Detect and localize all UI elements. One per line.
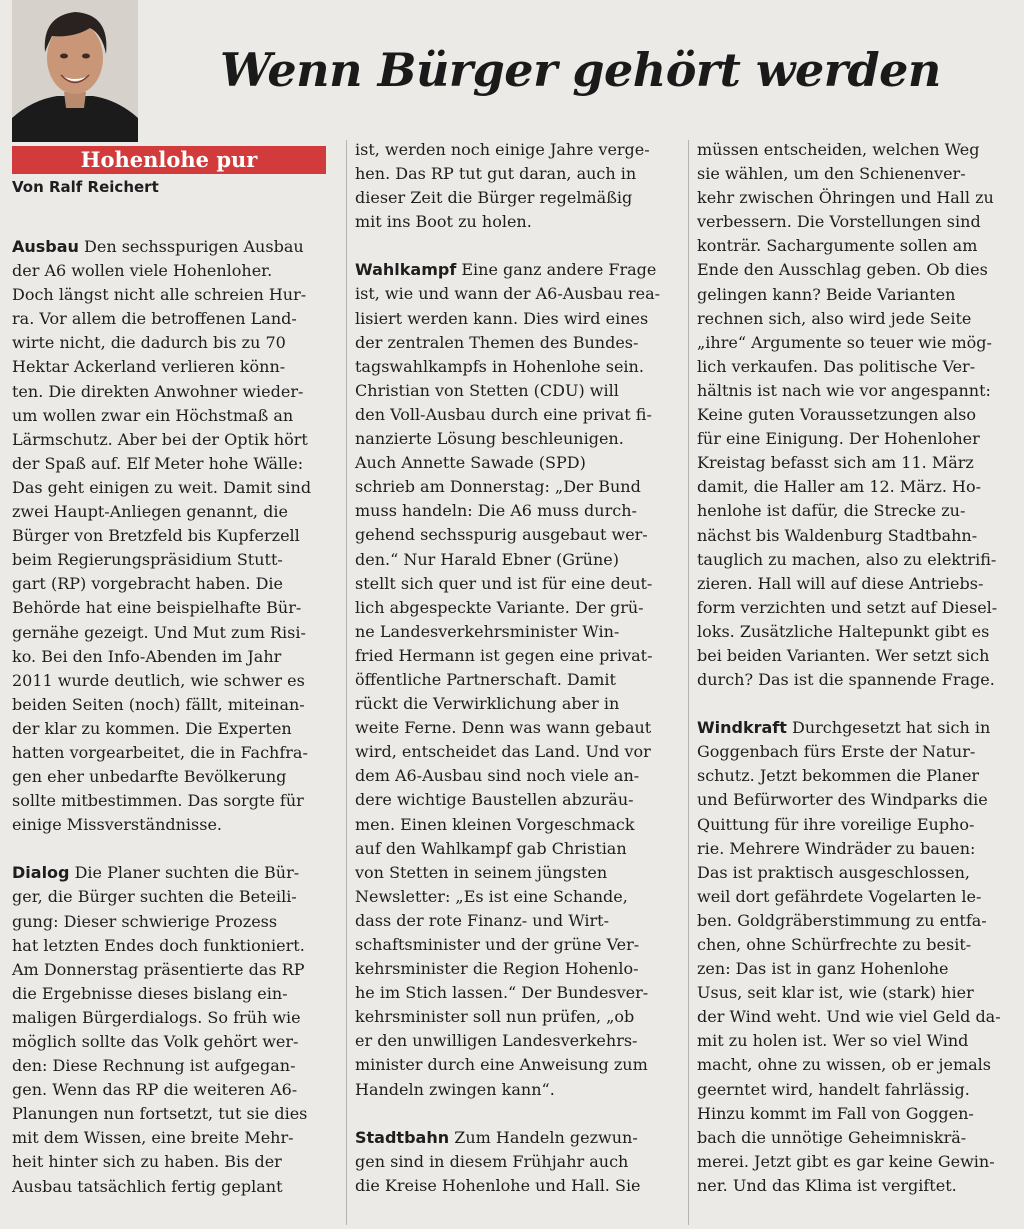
text-line-content: Auch Annette Sawade (SPD) (355, 453, 586, 473)
article-section (355, 1126, 685, 1198)
text-line (355, 788, 685, 812)
text-line-content: dere wichtige Baustellen abzuräu- (355, 790, 634, 810)
text-line-content: zwei Haupt-Anliegen genannt, die (12, 502, 288, 522)
text-line (12, 572, 342, 596)
text-line (12, 404, 342, 428)
article-section (355, 138, 685, 234)
text-line (697, 716, 1017, 740)
text-line-content: wird, entscheidet das Land. Und vor (355, 742, 651, 762)
text-line-content: chen, ohne Schürfrechte zu besit- (697, 935, 972, 954)
text-line (355, 451, 685, 475)
text-line (697, 475, 1017, 499)
text-line-content: Behörde hat eine beispielhafte Bür- (12, 598, 302, 618)
text-line-content: henlohe ist dafür, die Strecke zu- (697, 501, 966, 521)
text-line (355, 162, 685, 186)
text-line-content: lich verkaufen. Das politische Ver- (697, 356, 976, 376)
article-section (12, 235, 342, 837)
text-line (697, 981, 1017, 1005)
text-line (697, 283, 1017, 307)
text-line (355, 909, 685, 933)
text-line (12, 331, 342, 355)
text-line (697, 524, 1017, 548)
text-line (697, 138, 1017, 162)
text-line-content: gehend sechsspurig ausgebaut wer- (355, 525, 648, 545)
text-line-content: 2011 wurde deutlich, wie schwer es (12, 670, 305, 690)
text-line-content: gelingen kann? Beide Varianten (697, 284, 956, 304)
text-line (355, 1078, 685, 1102)
text-line-content: ner. Und das Klima ist vergiftet. (697, 1175, 957, 1195)
text-line-content: durch? Das ist die spannende Frage. (697, 670, 995, 690)
text-line (697, 572, 1017, 596)
text-line (12, 958, 342, 982)
text-line-content: verbessern. Die Vorstellungen sind (697, 212, 981, 232)
column-divider (688, 140, 689, 1225)
text-line-content: den: Diese Rechnung ist aufgegan- (12, 1056, 296, 1076)
text-line (12, 428, 342, 452)
text-line-content: Doch längst nicht alle schreien Hur- (12, 285, 307, 305)
text-line-content: zieren. Hall will auf diese Antriebs- (697, 573, 984, 593)
text-line (697, 788, 1017, 812)
text-line-content: schrieb am Donnerstag: „Der Bund (355, 477, 641, 497)
text-line-content: Usus, seit klar ist, wie (stark) hier (697, 983, 974, 1003)
text-line-content: kehrsminister soll nun prüfen, „ob (355, 1007, 635, 1027)
text-line (355, 740, 685, 764)
text-line (12, 1030, 342, 1054)
text-line (355, 475, 685, 499)
text-line (12, 1006, 342, 1030)
text-line-content: Quittung für ihre voreilige Eupho- (697, 814, 975, 834)
text-line (697, 620, 1017, 644)
text-line-content: schaftsminister und der grüne Ver- (355, 935, 640, 954)
text-line (12, 910, 342, 934)
text-line-content: merei. Jetzt gibt es gar keine Gewin- (697, 1151, 995, 1171)
text-line (355, 523, 685, 547)
text-line-content: ra. Vor allem die betroffenen Land- (12, 309, 297, 329)
text-line-content: der A6 wollen viele Hohenloher. (12, 261, 273, 281)
text-line (355, 1174, 685, 1198)
text-line (697, 331, 1017, 355)
text-line (12, 283, 342, 307)
text-line-content: rückt die Verwirklichung aber in (355, 694, 620, 714)
text-line-content: einige Missverständnisse. (12, 815, 223, 835)
text-line-content: maligen Bürgerdialogs. So früh wie (12, 1007, 301, 1027)
text-line (355, 1150, 685, 1174)
text-line-content: Bürger von Bretzfeld bis Kupferzell (12, 526, 300, 546)
section-lead: Stadtbahn (355, 1127, 450, 1147)
text-line-content: beiden Seiten (noch) fällt, miteinan- (12, 694, 305, 714)
text-line (355, 1005, 685, 1029)
text-line-content: um wollen zwar ein Höchstmaß an (12, 405, 294, 425)
text-line-content: stellt sich quer und ist für eine deut- (355, 573, 653, 593)
section-lead: Dialog (12, 863, 70, 883)
text-line-content: gung: Dieser schwierige Prozess (12, 911, 278, 931)
text-line (697, 210, 1017, 234)
text-line (12, 789, 342, 813)
text-line-content: der klar zu kommen. Die Experten (12, 718, 292, 738)
text-line (697, 1078, 1017, 1102)
text-line-content: Durchgesetzt hat sich in (792, 718, 991, 738)
text-line (355, 138, 685, 162)
text-line-content: zen: Das ist in ganz Hohenlohe (697, 959, 949, 979)
text-line (355, 282, 685, 306)
text-line (12, 307, 342, 331)
text-line (355, 813, 685, 837)
text-line (355, 1126, 685, 1150)
text-line-content: weil dort gefährdete Vogelarten le- (697, 886, 982, 906)
text-column-1 (12, 235, 342, 1199)
text-line (697, 644, 1017, 668)
text-line (355, 596, 685, 620)
text-line-content: rechnen sich, also wird jede Seite (697, 308, 972, 328)
text-line (12, 645, 342, 669)
text-line (697, 186, 1017, 210)
text-line-content: Die Planer suchten die Bür- (74, 863, 300, 883)
text-line (12, 452, 342, 476)
text-line-content: lisiert werden kann. Dies wird eines (355, 308, 649, 328)
column-kicker: Hohenlohe pur (12, 146, 326, 174)
text-line (697, 957, 1017, 981)
text-line (697, 933, 1017, 957)
text-line (12, 476, 342, 500)
text-line (697, 813, 1017, 837)
text-line-content: ist, wie und wann der A6-Ausbau rea- (355, 284, 661, 304)
text-line (12, 861, 342, 885)
text-line (697, 861, 1017, 885)
text-line (355, 1029, 685, 1053)
text-line (12, 1102, 342, 1126)
text-line (355, 981, 685, 1005)
text-line (12, 813, 342, 837)
author-portrait-icon (12, 0, 138, 142)
text-line (12, 355, 342, 379)
text-line-content: sie wählen, um den Schienenver- (697, 164, 966, 184)
text-line (12, 741, 342, 765)
text-line-content: gen. Wenn das RP die weiteren A6- (12, 1080, 298, 1100)
text-line-content: öffentliche Partnerschaft. Damit (355, 669, 616, 689)
text-line-content: nächst bis Waldenburg Stadtbahn- (697, 525, 978, 545)
text-line-content: für eine Einigung. Der Hohenloher (697, 429, 980, 449)
text-line-content: Den sechsspurigen Ausbau (84, 237, 304, 256)
text-line-content: ist, werden noch einige Jahre verge- (355, 140, 650, 159)
text-line-content: Zum Handeln gezwun- (454, 1127, 638, 1147)
text-line-content: Hektar Ackerland verlieren könn- (12, 357, 286, 377)
text-line (12, 1150, 342, 1174)
text-line (355, 427, 685, 451)
text-line (697, 1102, 1017, 1126)
text-line-content: Kreistag befasst sich am 11. März (697, 453, 974, 473)
text-line (697, 1053, 1017, 1077)
text-line (12, 621, 342, 645)
text-line-content: auf den Wahlkampf gab Christian (355, 838, 627, 858)
text-line-content: ger, die Bürger suchten die Beteili- (12, 887, 297, 907)
text-line-content: nanzierte Lösung beschleunigen. (355, 429, 624, 449)
text-line-content: mit ins Boot zu holen. (355, 212, 532, 232)
text-line-content: ten. Die direkten Anwohner wieder- (12, 381, 304, 401)
text-line (697, 379, 1017, 403)
text-line-content: möglich sollte das Volk gehört wer- (12, 1032, 299, 1051)
article-section (697, 138, 1017, 692)
text-line-content: gen sind in diesem Frühjahr auch (355, 1151, 629, 1171)
text-line (355, 644, 685, 668)
text-line (697, 764, 1017, 788)
text-line (355, 572, 685, 596)
text-line (697, 668, 1017, 692)
text-line (355, 258, 685, 282)
text-line-content: he im Stich lassen.“ Der Bundesver- (355, 983, 649, 1003)
text-line (355, 186, 685, 210)
text-line-content: wirte nicht, die dadurch bis zu 70 (12, 333, 286, 353)
text-line (697, 1005, 1017, 1029)
text-line (355, 861, 685, 885)
text-line (697, 427, 1017, 451)
column-divider (346, 140, 347, 1225)
text-line-content: Newsletter: „Es ist eine Schande, (355, 886, 628, 906)
text-line-content: von Stetten in seinem jüngsten (355, 862, 608, 882)
text-line-content: ne Landesverkehrsminister Win- (355, 621, 620, 641)
text-line-content: muss handeln: Die A6 muss durch- (355, 501, 637, 521)
text-line-content: Handeln zwingen kann“. (355, 1079, 555, 1099)
text-line-content: Planungen nun fortsetzt, tut sie dies (12, 1104, 308, 1124)
text-line (12, 885, 342, 909)
text-line-content: hältnis ist nach wie vor angespannt: (697, 380, 991, 400)
text-line-content: tagswahlkampfs in Hohenlohe sein. (355, 356, 644, 376)
text-line (355, 499, 685, 523)
text-line (355, 210, 685, 234)
text-line-content: Hinzu kommt im Fall von Goggen- (697, 1103, 974, 1123)
section-lead: Wahlkampf (355, 260, 457, 280)
text-line (12, 669, 342, 693)
text-line (12, 235, 342, 259)
text-line (12, 765, 342, 789)
headline: Wenn Bürger gehört werden (220, 43, 941, 97)
text-line (12, 259, 342, 283)
text-line (12, 1054, 342, 1078)
text-line-content: geerntet wird, handelt fahrlässig. (697, 1079, 970, 1099)
text-line (355, 331, 685, 355)
text-line-content: kehrsminister die Region Hohenlo- (355, 959, 639, 979)
article-section (355, 258, 685, 1101)
text-line-content: hat letzten Endes doch funktioniert. (12, 935, 305, 955)
text-line (697, 909, 1017, 933)
text-line (697, 1029, 1017, 1053)
text-line-content: sollte mitbestimmen. Das sorgte für (12, 791, 304, 811)
text-line-content: kehr zwischen Öhringen und Hall zu (697, 188, 994, 208)
text-line (355, 668, 685, 692)
text-line (697, 307, 1017, 331)
text-line-content: Das geht einigen zu weit. Damit sind (12, 477, 312, 497)
text-line (12, 934, 342, 958)
text-line-content: schutz. Jetzt bekommen die Planer (697, 766, 980, 786)
text-line (355, 764, 685, 788)
text-line-content: damit, die Haller am 12. März. Ho- (697, 477, 982, 497)
text-line-content: Das ist praktisch ausgeschlossen, (697, 862, 971, 882)
text-line-content: men. Einen kleinen Vorgeschmack (355, 814, 635, 834)
text-line (355, 403, 685, 427)
text-line-content: hatten vorgearbeitet, die in Fachfra- (12, 742, 308, 762)
text-line-content: rie. Mehrere Windräder zu bauen: (697, 838, 976, 858)
text-line (12, 596, 342, 620)
text-line (12, 500, 342, 524)
text-line (697, 162, 1017, 186)
text-line-content: Ende den Ausschlag geben. Ob dies (697, 260, 988, 280)
text-line-content: er den unwilligen Landesverkehrs- (355, 1031, 638, 1051)
text-line-content: der Wind weht. Und wie viel Geld da- (697, 1007, 1001, 1027)
section-lead: Windkraft (697, 718, 787, 738)
text-line-content: Christian von Stetten (CDU) will (355, 380, 619, 400)
text-line-content: den.“ Nur Harald Ebner (Grüne) (355, 549, 619, 569)
text-line-content: ben. Goldgräberstimmung zu entfa- (697, 910, 987, 930)
text-line-content: form verzichten und setzt auf Diesel- (697, 597, 998, 617)
text-line (697, 451, 1017, 475)
byline: Von Ralf Reichert (12, 178, 159, 196)
text-line (12, 982, 342, 1006)
text-line-content: bach die unnötige Geheimniskrä- (697, 1127, 967, 1147)
text-line (12, 524, 342, 548)
text-line-content: beim Regierungspräsidium Stutt- (12, 550, 283, 570)
text-line-content: den Voll-Ausbau durch eine privat fi- (355, 404, 652, 424)
text-line (697, 1174, 1017, 1198)
text-line-content: mit zu holen ist. Wer so viel Wind (697, 1031, 969, 1051)
text-line (355, 307, 685, 331)
text-line-content: minister durch eine Anweisung zum (355, 1055, 648, 1075)
text-line (355, 355, 685, 379)
text-line (697, 837, 1017, 861)
text-line-content: Lärmschutz. Aber bei der Optik hört (12, 429, 308, 449)
text-line-content: der Spaß auf. Elf Meter hohe Wälle: (12, 453, 304, 473)
article-section (12, 861, 342, 1198)
text-line (697, 258, 1017, 282)
text-column-3 (697, 138, 1017, 1198)
text-line (697, 1150, 1017, 1174)
text-line (12, 1126, 342, 1150)
text-line (12, 380, 342, 404)
text-line (697, 355, 1017, 379)
text-line (697, 740, 1017, 764)
text-line-content: gernähe gezeigt. Und Mut zum Risi- (12, 622, 306, 642)
text-line (355, 620, 685, 644)
text-line-content: und Befürworter des Windparks die (697, 790, 988, 810)
text-line (12, 548, 342, 572)
text-line-content: „ihre“ Argumente so teuer wie mög- (697, 332, 992, 352)
text-line-content: heit hinter sich zu haben. Bis der (12, 1152, 282, 1172)
text-line (697, 885, 1017, 909)
author-photo (12, 0, 138, 142)
text-line (12, 1175, 342, 1199)
text-line (697, 234, 1017, 258)
text-line-content: Am Donnerstag präsentierte das RP (12, 959, 305, 979)
text-line (355, 379, 685, 403)
text-line-content: dem A6-Ausbau sind noch viele an- (355, 766, 640, 786)
text-line-content: Eine ganz andere Frage (461, 260, 657, 280)
text-line (697, 548, 1017, 572)
text-line-content: gart (RP) vorgebracht haben. Die (12, 574, 284, 594)
text-line (697, 596, 1017, 620)
text-line (355, 1053, 685, 1077)
text-line-content: weite Ferne. Denn was wann gebaut (355, 718, 652, 738)
section-lead: Ausbau (12, 237, 79, 256)
text-line-content: Ausbau tatsächlich fertig geplant (12, 1176, 283, 1196)
text-column-2 (355, 138, 685, 1198)
text-line-content: macht, ohne zu wissen, ob er jemals (697, 1055, 992, 1075)
text-line (697, 403, 1017, 427)
text-line-content: müssen entscheiden, welchen Weg (697, 140, 980, 159)
text-line-content: konträr. Sachargumente sollen am (697, 236, 978, 256)
text-line-content: ko. Bei den Info-Abenden im Jahr (12, 646, 282, 666)
article-section (697, 716, 1017, 1198)
text-line-content: loks. Zusätzliche Haltepunkt gibt es (697, 621, 990, 641)
text-line (355, 548, 685, 572)
text-line (355, 716, 685, 740)
text-line (697, 1126, 1017, 1150)
text-line-content: tauglich zu machen, also zu elektrifi- (697, 549, 997, 569)
text-line-content: bei beiden Varianten. Wer setzt sich (697, 645, 990, 665)
text-line (355, 692, 685, 716)
text-line (355, 885, 685, 909)
text-line (12, 1078, 342, 1102)
text-line-content: dass der rote Finanz- und Wirt- (355, 910, 609, 930)
text-line (12, 717, 342, 741)
text-line-content: mit dem Wissen, eine breite Mehr- (12, 1128, 294, 1148)
text-line (355, 837, 685, 861)
text-line-content: die Ergebnisse dieses bislang ein- (12, 983, 288, 1003)
text-line (355, 933, 685, 957)
text-line-content: dieser Zeit die Bürger regelmäßig (355, 188, 633, 208)
text-line-content: Goggenbach fürs Erste der Natur- (697, 742, 976, 762)
text-line (697, 499, 1017, 523)
text-line-content: fried Hermann ist gegen eine privat- (355, 645, 653, 665)
text-line-content: Keine guten Voraussetzungen also (697, 405, 976, 425)
text-line-content: der zentralen Themen des Bundes- (355, 332, 639, 352)
text-line-content: gen eher unbedarfte Bevölkerung (12, 767, 287, 787)
text-line-content: die Kreise Hohenlohe und Hall. Sie (355, 1175, 641, 1195)
text-line (12, 693, 342, 717)
text-line-content: hen. Das RP tut gut daran, auch in (355, 164, 637, 184)
text-line-content: lich abgespeckte Variante. Der grü- (355, 597, 644, 617)
text-line (355, 957, 685, 981)
